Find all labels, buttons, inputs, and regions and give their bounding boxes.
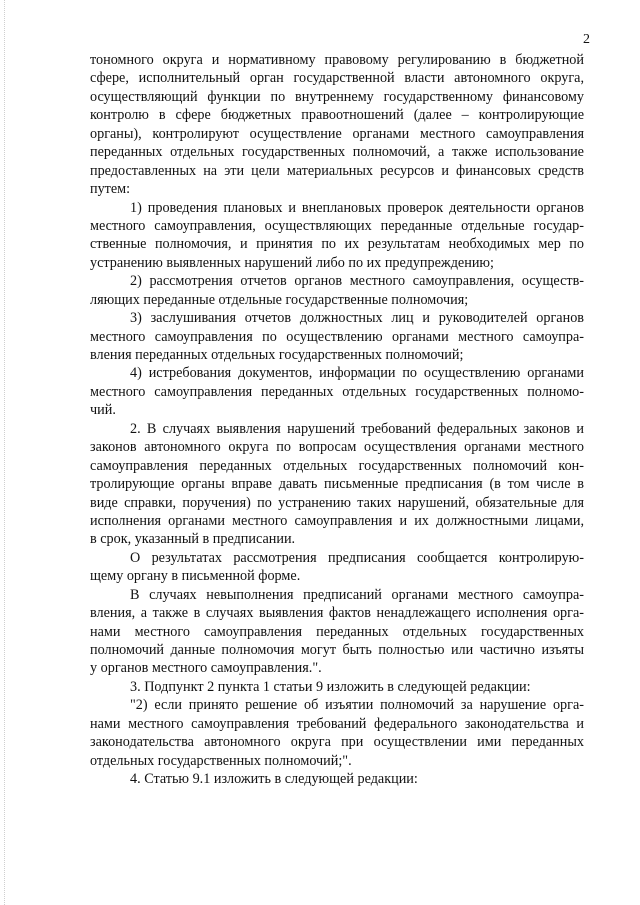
text-line: 2. В случаях выявления нарушений требований федеральных законов и [130,420,584,437]
text-line: законодательства автономного округа при осуществлении ими переданных [90,734,584,751]
text-line: самоуправления переданных отдельных государственных полномочий кон- [90,457,584,474]
text-line: осуществляющий функции по внутреннему государственному финансовому [90,88,584,105]
text-line: 4) истребования документов, информации по осуществлению органами [130,365,584,382]
scan-edge [4,0,11,905]
text-line: устранению выявленных нарушений либо по их предупреждению; [90,254,494,271]
text-line: щему органу в письменной форме. [90,568,301,585]
text-line: 3) заслушивания отчетов должностных лиц и руководителей органов [130,310,584,327]
text-line: 3. Подпункт 2 пункта 1 статьи 9 изложить в следующей редакции: [130,678,531,695]
text-line: контролю в сфере бюджетных правоотношений (далее – контролирующие [90,107,584,124]
text-line: вления, а также в случаях выявления фактов ненадлежащего исполнения орга- [90,605,584,622]
text-line: законов автономного округа по вопросам осуществления органами местного [90,439,584,456]
text-line: местного самоуправления, осуществляющих переданные отдельные государ- [90,217,584,234]
text-line: исполнения органами местного самоуправления и их должностными лицами, [90,512,584,529]
text-line: в срок, указанный в предписании. [90,531,296,548]
text-line: "2) если принято решение об изъятии полномочий за нарушение орга- [130,697,584,714]
text-line: 2) рассмотрения отчетов органов местного самоуправления, осуществ- [130,273,584,290]
text-line: нами местного самоуправления переданных отдельных государственных [90,623,584,640]
text-line: предоставленных на эти цели материальных ресурсов и финансовых средств [90,162,584,179]
text-line: путем: [90,181,131,198]
text-line: у органов местного самоуправления.". [90,660,322,677]
text-line: переданных отдельных государственных полномочий, а также использование [90,144,584,161]
text-line: 1) проведения плановых и внеплановых проверок деятельности органов [130,199,584,216]
page-number: 2 [583,32,590,47]
text-line: местного самоуправления переданных отдельных государственных полномо- [90,383,584,400]
text-line: нами местного самоуправления требований федерального законодательства и [90,715,584,732]
text-line: ляющих переданные отдельные государственные полномочия; [90,291,469,308]
text-line: виде справки, поручения) по устранению таких нарушений, обязательные для [90,494,584,511]
text-line: местного самоуправления по осуществлению органами местного самоупра- [90,328,584,345]
document-body [90,51,584,789]
text-line: ственные полномочия, и принятия по их результатам необходимых мер по [90,236,584,253]
text-line: полномочий данные полномочия могут быть полностью или частично изъяты [90,642,584,658]
text-line: В случаях невыполнения предписаний органами местного самоупра- [130,586,584,603]
text-line: вления переданных отдельных государственных полномочий; [90,347,464,363]
text-line: О результатах рассмотрения предписания сообщается контролирую- [130,549,584,566]
text-line: 4. Статью 9.1 изложить в следующей редакции: [130,771,418,788]
text-line: тролирующие органы вправе давать письменные предписания (в том числе в [90,476,584,493]
text-line: органы), контролируют осуществление органами местного самоуправления [90,125,584,142]
text-line: тономного округа и нормативному правовому регулированию в бюджетной [90,52,584,68]
text-line: отдельных государственных полномочий;". [90,752,352,769]
text-line: чий. [90,402,116,419]
text-line: сфере, исполнительный орган государственной власти автономного округа, [90,70,584,87]
